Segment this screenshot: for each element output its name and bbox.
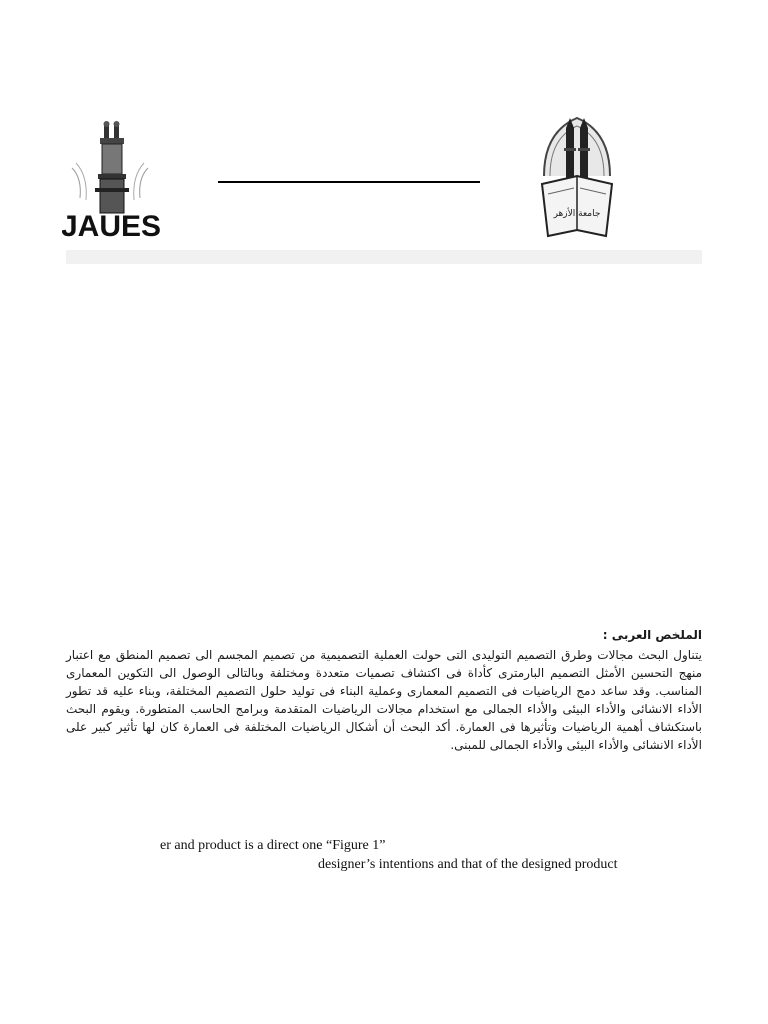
abstract-body: يتناول البحث مجالات وطرق التصميم التوليدى التى حولت العملية التصميمية من تصميم المجسم الى تصميم المنطق مع اعتبار منهج التحسين الأمثل التصميم البارمترى كأداة فى اكتشاف تصميات متعددة ومختلفة وبالتالى الوصول الى التكوين المعمارى المناسب. وقد ساعد دمج الرياضيات فى التصميم المعمارى وعملية البناء فى توليد حلول التصميم المختلفة، وبناء عليه قد تطور الأداء الانشائى والأداء البيئى والأداء الجمالى مع استخدام مجالات الرياضيات المتقدمة وبرامج الحاسب المتطورة. ويقوم البحث باستكشاف أهمية الرياضيات وتأثيرها فى العمارة. أكد البحث أن أشكال الرياضيات المختلفة فى العمارة كان لها تأثير كبير على الأداء الانشائى والأداء البيئى والأداء الجمالى للمبنى. [66,648,702,752]
al-azhar-wordmark: جامعة الأزهر [553,209,601,219]
jaues-wordmark: JAUES [62,210,160,242]
abstract-heading: الملخص العربى : [602,628,702,642]
header-band [66,250,702,264]
english-fragment-1: er and product is a direct one “Figure 1” [160,838,386,853]
english-fragment-2: designer’s intentions and that of the designed product [318,857,618,872]
arabic-abstract [66,626,702,754]
al-azhar-logo [536,114,618,242]
jaues-logo [62,118,160,242]
header-rule [218,181,480,183]
